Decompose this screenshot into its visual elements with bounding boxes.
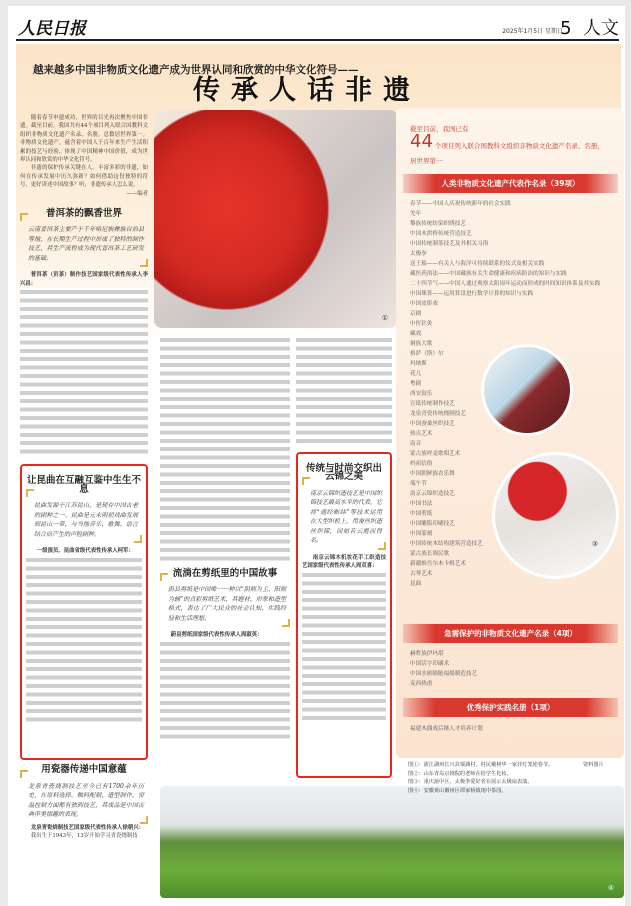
heritage-item: 花儿 <box>410 371 422 377</box>
left-column <box>20 114 148 906</box>
photo-number: ① <box>381 314 388 322</box>
article-title-porcelain: 用瓷器传递中国意蕴 <box>41 764 127 776</box>
heritage-item: 南京云锦织造技艺 <box>410 491 455 497</box>
photo-number: ③ <box>591 540 598 548</box>
article-body-text <box>20 288 148 458</box>
article-lead: 南京云锦织造技艺是中国织锦技艺最高水平的代表，它将“通经断纬”等技术运用在大型织机上，用蚕丝织造丝织锦，因如若云霞而得名。 <box>302 487 386 550</box>
heritage-item: 藏戏 <box>410 331 422 337</box>
article-body-text <box>26 556 142 726</box>
heritage-item: 妈祖信俗 <box>410 461 433 467</box>
heritage-item: 羌年 <box>410 211 422 217</box>
heritage-item: 黎族传统纺染织绣技艺 <box>410 221 466 227</box>
intro-paragraph: 随着春节申遗成功，世界的目光再次聚焦中国非遗。截至目前，我国共有44个项目列入联合国教科文组织非物质文化遗产名录、名册，总数居世界第一。非物质文化遗产，蕴含着中国人千百年来生产生活积累的技艺与经验，体现了中国精神中国价值，成为世界认同和欣赏的中华文化符号。 <box>20 115 148 164</box>
stat-rank: 居世界第一 <box>410 157 443 165</box>
stat-intro: 截至目前，我国已有 <box>410 125 469 133</box>
heritage-item: 中国活字印刷术 <box>410 661 450 667</box>
heritage-item: 麦西热甫 <box>410 681 433 687</box>
heritage-item: 春节——中国人庆祝传统新年的社会实践 <box>410 201 511 207</box>
article-byline: 蔚县剪纸国家级代表性传承人周淑英： <box>170 632 263 639</box>
stat-text: 个项目列入联合国教科文组织非物质文化遗产名录、名册， <box>434 142 604 150</box>
list-heading-representative: 人类非物质文化遗产代表作名录（39项） <box>403 174 618 193</box>
article-title-tea: 普洱茶的飘香世界 <box>45 208 122 220</box>
heritage-item: 中国剪纸 <box>410 511 433 517</box>
heritage-item: 中国木拱桥传统营造技艺 <box>410 231 472 237</box>
article-lead: 云南普洱茶主要产于千年哈尼族彝族自治县等地，在长期生产过程中形成了独特的制作技艺，其生产流程成为现代普洱茶工艺研发的基础。 <box>20 223 148 267</box>
article-title-papercut: 流淌在剪纸里的中国故事 <box>172 568 278 579</box>
heritage-item: 蒙古族呼麦歌唱艺术 <box>410 451 461 457</box>
masthead-logo: 人民日报 <box>18 19 86 39</box>
article-byline: 普洱茶（贡茶）制作技艺国家级代表性传承人李兴昌： <box>20 272 148 287</box>
highlight-box-yunjin <box>296 452 392 778</box>
heritage-item: 福建木偶戏后继人才培养计划 <box>410 726 483 732</box>
section-label <box>560 14 619 40</box>
article-title-kunqu: 让昆曲在互融互鉴中生生不息 <box>26 475 141 495</box>
list-heading-urgent: 急需保护的非物质文化遗产名录（4项） <box>403 624 618 643</box>
photo-credit: 资料图片 <box>583 762 604 768</box>
page-title: 传承人话非遗 <box>193 75 421 106</box>
heritage-item: 太极拳 <box>410 251 427 257</box>
article-byline: 南京云锦木机妆花手工织造技艺国家级代表性传承人周双喜： <box>302 554 386 570</box>
newspaper-page <box>8 6 625 906</box>
heritage-item: 宣纸传统制作技艺 <box>410 401 455 407</box>
good-practice-list <box>410 724 625 734</box>
page-number: 5 <box>560 18 572 39</box>
heritage-item: 中国传统木结构建筑营造技艺 <box>410 541 483 547</box>
highlight-box-kunqu <box>20 464 148 760</box>
heritage-item: 赫哲族伊玛堪 <box>410 651 444 657</box>
article-lead: 蔚县剪纸是中国唯一一种以“阴刻为主、阳刻为辅”的点彩剪纸艺术，其题材、形象和造型格式，表达了广大民众的社会认知、实践经验和生活理想。 <box>160 583 290 627</box>
dateline: 2025年1月5日 星期日 <box>502 28 563 35</box>
heritage-item: 古琴艺术 <box>410 571 433 577</box>
article-lead: 龙泉青瓷烧制技艺至今已有1700余年历史，在原料选择、釉料配制、造型制作、窑温控制方面都有独到技艺，其成品是中国古典审美情趣的表现。 <box>20 780 148 824</box>
heritage-item: 蒙古族长调民歌 <box>410 551 450 557</box>
heritage-item: 藏医药浴法——中国藏族有关生命健康和疾病防治的知识与实践 <box>410 271 567 277</box>
middle-right-column <box>296 336 392 782</box>
heritage-item: 热贡艺术 <box>410 431 433 437</box>
middle-left-column <box>160 336 290 781</box>
heritage-item: 中国珠算——运用算盘进行数学计算的知识与实践 <box>410 291 534 297</box>
kicker: 越来越多中国非物质文化遗产成为世界认同和欣赏的中华文化符号—— <box>33 64 359 76</box>
heritage-item: 南音 <box>410 441 422 447</box>
heritage-item: 西安鼓乐 <box>410 391 433 397</box>
heritage-item: 昆曲 <box>410 581 422 587</box>
photo-captions <box>408 761 573 795</box>
article-byline: 龙泉青瓷烧制技艺国家级代表性传承人徐朝兴： <box>30 824 145 831</box>
article-lead: 昆曲发源于江苏昆山，是现存中国古老的剧种之一。昆曲是元末明初戏曲发展到昆山一带，与当地音乐、歌舞、语言结合而产生的声腔剧种。 <box>26 499 142 543</box>
heritage-item: 二十四节气——中国人通过观察太阳周年运动而形成的时间知识体系及其实践 <box>410 281 601 287</box>
heritage-item: 侗族大歌 <box>410 341 433 347</box>
heritage-item: 龙泉青瓷传统烧制技艺 <box>410 411 466 417</box>
heritage-item: 端午节 <box>410 481 427 487</box>
stat-line <box>410 131 631 152</box>
heritage-item: 中国水密隔舱福船制造技艺 <box>410 671 478 677</box>
stat-number: 44 <box>410 131 433 152</box>
heritage-item: 中医针灸 <box>410 321 433 327</box>
article-body-text: 我出生于1943年，13岁开始学习青瓷烧制技 <box>30 833 138 840</box>
header-rule <box>16 39 619 41</box>
heritage-item: 中国雕版印刷技艺 <box>410 521 455 527</box>
heritage-item: 京剧 <box>410 311 422 317</box>
urgent-list <box>410 649 625 689</box>
heritage-item: 中国传统制茶技艺及其相关习俗 <box>410 241 489 247</box>
caption: 图④：安徽黄山徽州区谭家桥镇雨中茶园。 <box>408 787 507 794</box>
photo-number: ④ <box>607 884 614 892</box>
heritage-item: 中国篆刻 <box>410 531 433 537</box>
article-body-text <box>296 336 392 446</box>
representative-list <box>410 199 625 589</box>
heritage-item: 格萨（斯）尔 <box>410 351 444 357</box>
heritage-item: 中国皮影戏 <box>410 301 438 307</box>
heritage-item: 中国朝鲜族农乐舞 <box>410 471 455 477</box>
heritage-item: 新疆维吾尔木卡姆艺术 <box>410 561 466 567</box>
article-title-yunjin: 传统与时尚交织出云锦之美 <box>305 463 382 483</box>
intro-signature: ——编者 <box>126 190 148 197</box>
list-heading-good-practice: 优秀保护实践名册（1项） <box>403 698 618 717</box>
intro-paragraph: 非遗的保护传承关键在人。丰富多彩的非遗，如何在传承发展中历久弥新？如何借助这份独特的符号，更好讲述中国故事？听，非遗传承人怎么说。 <box>20 165 148 189</box>
caption: 图①：浙江湖州长兴县粟湖村，村民戴树华一家挂灯笼迎春节。 <box>408 762 554 768</box>
heritage-item: 中国书法 <box>410 501 433 507</box>
caption: 图②：山东青岛京剧院的老师在给学生化妆。 <box>408 770 512 777</box>
article-body-text <box>160 336 290 564</box>
heritage-item: 玛纳斯 <box>410 361 427 367</box>
heritage-item: 送王船——有关人与海洋可持续联系的仪式及相关实践 <box>410 261 545 267</box>
section-name: 人文 <box>583 18 619 39</box>
article-body-text <box>302 571 386 721</box>
tea-garden-photo <box>160 786 624 898</box>
heritage-item: 中国蚕桑丝织技艺 <box>410 421 455 427</box>
heritage-item: 粤剧 <box>410 381 422 387</box>
caption: 图③：重庆渝中区，太极拳爱好者在展示太极扇表演。 <box>408 779 533 785</box>
lantern-photo <box>154 110 398 328</box>
article-byline: 一级演员、昆曲省级代表性传承人柯军： <box>36 548 134 555</box>
article-body-text <box>160 640 290 740</box>
